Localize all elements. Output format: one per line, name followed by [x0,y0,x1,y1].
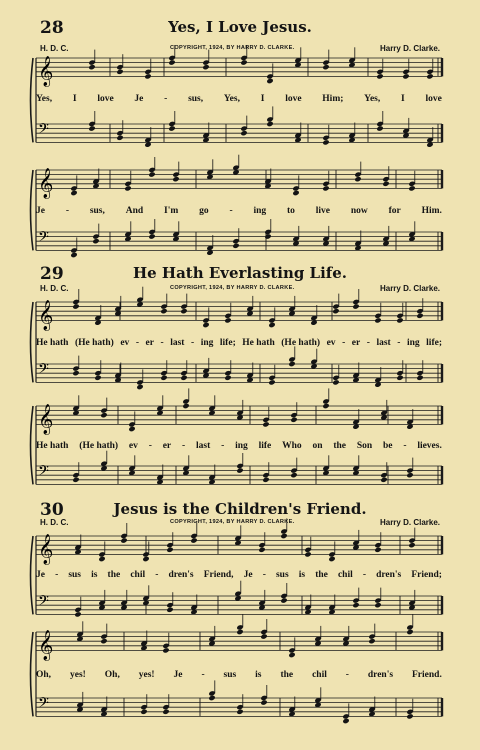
lyric-syllable: - [403,441,407,451]
lyric-syllable: - [262,570,266,580]
lyric-syllable: He hath [242,338,275,348]
music-credit: Harry D. Clarke. [379,284,440,293]
note-head [396,375,403,381]
note-head [328,556,335,562]
note-head [208,695,215,701]
lyric-syllable: - [397,338,401,348]
note-head [202,322,209,328]
lyric-syllable: be [382,441,393,451]
note-head [382,181,389,187]
lyric-syllable: ev [120,338,130,348]
lyric-syllable: Him; [322,94,344,104]
note-head [72,477,79,483]
hymn-number: 28 [40,18,64,38]
note-head [352,303,359,309]
note-head [74,611,81,617]
lyric-syllable: er [162,441,172,451]
lyric-syllable: - [221,441,225,451]
lyric-syllable: - [201,670,205,680]
copyright-notice: COPYRIGHT, 1924, BY HARRY D. CLARKE. [170,45,295,51]
lyric-syllable: I'm [164,206,179,216]
note-head [266,121,273,127]
note-head [148,171,155,177]
note-head [100,638,107,644]
lyric-syllable: ing [200,338,214,348]
words-credit: H. D. C. [40,284,69,293]
note-head [162,647,169,653]
note-head [232,243,239,249]
note-head [120,537,127,543]
lyric-syllable: sus, [188,94,204,104]
note-head [322,185,329,191]
lyric-syllable: Je [36,206,45,216]
note-head [160,375,167,381]
lyric-syllable: last [195,441,211,451]
note-head [162,709,169,715]
lyric-syllable: - [160,338,164,348]
note-head [168,59,175,65]
lyric-syllable: Yes, [364,94,381,104]
note-head [166,607,173,613]
lyric-syllable: - [164,94,168,104]
note-head [72,303,79,309]
lyric-syllable: Friend. [412,670,442,680]
hymn-title: Yes, I Love Jesus. [168,18,312,36]
note-head [292,190,299,196]
lyric-syllable: I [72,94,77,104]
copyright-notice: COPYRIGHT, 1924, BY HARRY D. CLARKE. [170,519,295,525]
music-credit: Harry D. Clarke. [379,44,440,53]
lyric-syllable: sus, [89,206,105,216]
treble-clef-icon: 𝄞 [38,300,54,331]
note-head [262,421,269,427]
note-head [70,190,77,196]
copyright-notice: COPYRIGHT, 1924, BY HARRY D. CLARKE. [170,285,295,291]
bass-clef-icon: 𝄢 [38,593,49,613]
note-head [426,73,433,79]
note-head [406,472,413,478]
lyric-syllable: the [107,570,121,580]
note-head [236,467,243,473]
bass-clef-icon: 𝄢 [38,463,49,483]
lyric-syllable: Who [282,441,302,451]
lyric-syllable: yes! [138,670,155,680]
treble-clef-icon: 𝄞 [38,534,54,565]
note-head [258,547,265,553]
lyric-syllable: - [342,338,346,348]
lyric-syllable: dren's [367,670,394,680]
bass-clef-icon: 𝄢 [38,695,49,715]
lyric-syllable: sus [223,670,237,680]
note-head [262,477,269,483]
lyric-syllable: love [97,94,114,104]
lyric-syllable: sus [275,570,289,580]
note-head [280,533,287,539]
lyric-syllable: (He hath) [281,338,321,348]
lyric-syllable: ing [253,206,267,216]
note-head [180,308,187,314]
note-head [342,718,349,724]
brace-icon [31,406,34,484]
note-head [380,477,387,483]
lyric-syllable: Je [173,670,183,680]
hymn-title: Jesus is the Children's Friend. [113,500,367,518]
lyric-syllable: ev [128,441,138,451]
lyric-syllable: He hath [36,338,69,348]
bass-clef-icon: 𝄢 [38,121,49,141]
lyric-syllable: He hath [36,441,69,451]
bass-clef-icon: 𝄢 [38,229,49,249]
lyric-syllable: Son [356,441,373,451]
note-head [88,64,95,70]
lyric-syllable: go [199,206,209,216]
note-head [124,185,131,191]
hymn-title: He Hath Everlasting Life. [132,264,348,282]
words-credit: H. D. C. [40,518,69,527]
note-head [264,233,271,239]
lyric-syllable: er [351,338,361,348]
note-head [260,633,267,639]
lyric-syllable: - [181,441,186,451]
bass-clef-icon: 𝄢 [38,361,49,381]
note-head [368,638,375,644]
lyric-syllable: - [148,441,152,451]
brace-icon [31,632,34,716]
lyric-syllable: love [285,94,302,104]
lyric-syllable: to [287,206,295,216]
lyric-syllable: (He hath) [79,441,119,451]
note-head [142,556,149,562]
lyric-syllable: Oh, [36,670,52,680]
note-head [416,375,423,381]
lyric-syllable: love [425,94,442,104]
lyric-syllable: dren's [376,570,402,580]
note-head [402,73,409,79]
lyric-syllable: is [91,570,98,580]
lyric-syllable: - [345,670,349,680]
lyric-syllable: Je [134,94,144,104]
lyric-syllable: chil [130,570,146,580]
lyric-syllable: on [312,441,323,451]
note-head [376,73,383,79]
lyric-syllable: - [135,338,139,348]
lyric-syllable: last [376,338,391,348]
note-head [94,375,101,381]
lyric-syllable: er [145,338,154,348]
note-head [322,64,329,70]
lyric-syllable: dren's [168,570,194,580]
lyric-syllable: ev [326,338,336,348]
note-head [172,176,179,182]
note-head [166,547,173,553]
lyric-syllable: Friend; [411,570,442,580]
lyric-syllable: life; [219,338,236,348]
lyric-syllable: for [388,206,401,216]
note-head [224,375,231,381]
note-head [322,403,329,409]
lyric-syllable: - [362,570,366,580]
note-head [408,542,415,548]
note-head [202,64,209,70]
lyric-syllable: chil [312,670,327,680]
lyric-syllable: live [315,206,331,216]
note-head [288,361,295,367]
lyric-syllable: I [260,94,265,104]
note-head [374,317,381,323]
words-credit: H. D. C. [40,44,69,53]
lyric-syllable: the [333,441,346,451]
brace-icon [31,170,34,250]
lyric-syllable: - [155,570,159,580]
lyric-syllable: Oh, [104,670,120,680]
lyric-syllable: sus [68,570,82,580]
note-head [280,597,287,603]
treble-clef-icon: 𝄞 [38,56,54,87]
lyric-syllable: the [280,670,294,680]
note-head [180,375,187,381]
note-head [304,551,311,557]
note-head [88,125,95,131]
note-head [182,403,189,409]
lyric-syllable: Him. [421,206,442,216]
note-head [290,417,297,423]
note-head [406,629,413,635]
lyric-syllable: Je [243,570,253,580]
note-head [100,412,107,418]
note-head [288,652,295,658]
note-head [240,59,247,65]
note-head [332,379,339,385]
note-head [116,69,123,75]
note-head [160,308,167,314]
note-head [136,384,143,390]
note-head [374,547,381,553]
note-head [92,238,99,244]
lyric-syllable: - [229,206,233,216]
hymn-number: 29 [40,264,64,284]
lyric-syllable: - [65,206,69,216]
hymn-number: 30 [40,500,64,520]
lyric-syllable: - [366,338,370,348]
note-head [332,308,339,314]
note-head [236,709,243,715]
note-head [376,125,383,131]
note-head [98,556,105,562]
note-head [416,313,423,319]
lyric-syllable: the [315,570,328,580]
lyric-syllable: Yes, [36,94,53,104]
lyric-syllable: ing [235,441,248,451]
lyric-syllable: lieves. [417,441,442,451]
note-head [224,317,231,323]
lyric-syllable: life [258,441,272,451]
note-head [268,322,275,328]
treble-clef-icon: 𝄞 [38,404,54,435]
lyric-syllable: - [55,570,59,580]
lyric-syllable: yes! [70,670,86,680]
lyric-syllable: And [125,206,144,216]
lyric-syllable: (He hath) [75,338,114,348]
treble-clef-icon: 𝄞 [38,630,54,661]
note-head [236,629,243,635]
lyric-syllable: ing [406,338,420,348]
note-head [72,370,79,376]
note-head [408,185,415,191]
brace-icon [31,302,34,382]
note-head [240,130,247,136]
lyric-syllable: now [350,206,368,216]
note-head [116,135,123,141]
lyric-syllable: - [190,338,195,348]
lyric-syllable: is [298,570,306,580]
lyric-syllable: chil [337,570,353,580]
note-head [354,176,361,182]
lyric-syllable: is [255,670,262,680]
note-head [322,139,329,145]
note-head [70,252,77,258]
lyric-syllable: Friend, [203,570,234,580]
lyric-syllable: Je [36,570,45,580]
note-head [268,379,275,385]
note-head [148,233,155,239]
note-head [406,713,413,719]
note-head [128,426,135,432]
note-head [260,699,267,705]
music-credit: Harry D. Clarke. [379,518,440,527]
note-head [140,709,147,715]
note-head [352,602,359,608]
note-head [266,78,273,84]
lyric-syllable: life; [426,338,442,348]
brace-icon [31,536,34,614]
note-head [190,537,197,543]
note-head [290,472,297,478]
lyric-syllable: I [401,94,405,104]
lyric-syllable: last [170,338,185,348]
brace-icon [31,58,34,142]
note-head [374,602,381,608]
note-head [144,73,151,79]
treble-clef-icon: 𝄞 [38,168,54,199]
note-head [168,125,175,131]
lyric-syllable: Yes, [223,94,240,104]
note-head [396,317,403,323]
